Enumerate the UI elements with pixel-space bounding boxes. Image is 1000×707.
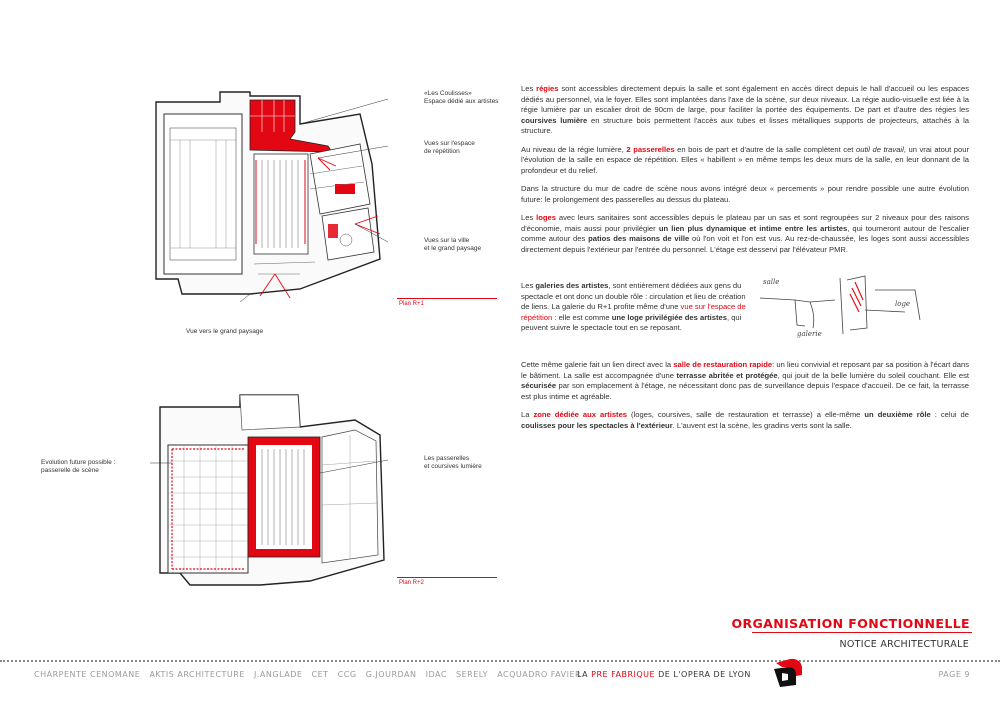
plan-r2-drawing bbox=[150, 385, 390, 600]
callout-ville bbox=[424, 237, 481, 253]
paragraph-restauration: Cette même galerie fait un lien direct avec la salle de restauration rapide: un lieu convivial et reposant par sa position à l'écart dans le bâtiment. La salle est accompagnée d'une terrasse abritée et protégée, qui jouit de la belle lumière du soleil couchant. Elle est sécurisée par son emplacement à l'étage, ne nécessitant donc pas de surveillance depuis l'espace d'accueil. De ce fait, la terrasse est plus intime et agréable. bbox=[521, 360, 969, 401]
callout-passerelles-line1: Les passerelles bbox=[424, 455, 470, 462]
callout-paysage bbox=[186, 328, 263, 336]
plan-r1-drawing bbox=[150, 84, 390, 304]
footer-project: LA PRE FABRIQUE DE L'OPERA DE LYON bbox=[577, 670, 751, 679]
callout-repetition-line1: Vues sur l'espace bbox=[424, 140, 475, 147]
callout-paysage-line: Vue vers le grand paysage bbox=[186, 328, 264, 335]
callout-ville-line1: Vues sur la ville bbox=[424, 237, 470, 244]
callout-evolution bbox=[41, 459, 115, 475]
paragraph-zone-artistes: La zone dédiée aux artistes (loges, coursives, salle de restauration et terrasse) a elle-même un deuxième rôle : celui de coulisses pour les spectacles à l'extérieur. L'auvent est la scène, les gradins verts sont la salle. bbox=[521, 410, 969, 430]
page-number: PAGE 9 bbox=[938, 670, 970, 679]
footer-partners: CHARPENTE CENOMANE AKTIS ARCHITECTURE J.ANGLADE CET CCG G.JOURDAN IDAC SERELY ACQUADRO FAVIER bbox=[34, 670, 582, 679]
text-column-bottom bbox=[521, 360, 969, 439]
logo bbox=[770, 653, 814, 694]
sketch-label-loge: loge bbox=[895, 300, 911, 308]
callout-coulisses bbox=[424, 90, 498, 106]
callout-evolution-line2: passerelle de scène bbox=[41, 467, 99, 474]
section-title: ORGANISATION FONCTIONNELLE bbox=[731, 616, 970, 631]
plan-r2 bbox=[150, 385, 390, 600]
callout-coulisses-line1: «Les Coulisses» bbox=[424, 90, 472, 97]
section-sketch bbox=[755, 270, 925, 345]
paragraph-loges: Les loges avec leurs sanitaires sont accessibles depuis le plateau par un sas et sont regroupées sur 2 niveaux pour des raisons d'économie, mais aussi pour privilégier un lien plus dynamique et intime entre les artistes, qui tourneront autour de l'escalier comme autour des patios des maisons de ville où l'on voit et l'on est vus. Au rez-de-chaussée, les loges sont aussi accessibles directement depuis l'extérieur par l'entrée du personnel. L'étage est desservi par l'élévateur PMR. bbox=[521, 213, 970, 254]
callout-repetition-line2: de répétition bbox=[424, 148, 460, 155]
section-subtitle: NOTICE ARCHITECTURALE bbox=[839, 639, 969, 650]
logo-mark bbox=[770, 653, 814, 689]
title-divider bbox=[752, 632, 972, 633]
text-column-top bbox=[521, 84, 969, 263]
callout-passerelles-line2: et coursives lumière bbox=[424, 463, 482, 470]
paragraph-passerelles: Au niveau de la régie lumière, 2 passerelles en bois de part et d'autre de la salle complètent cet outil de travail, un vrai atout pour l'évolution de la salle en espace de répétition. Elles « habillent » en même temps les deux murs de la salle, en leur donnant de la profondeur et du relief. bbox=[521, 144, 969, 175]
callout-ville-line2: et le grand paysage bbox=[424, 245, 482, 252]
sketch-label-galerie: galerie bbox=[797, 330, 822, 338]
callout-repetition bbox=[424, 140, 475, 156]
footer-divider bbox=[0, 660, 1000, 662]
plan-r1-label: Plan R+1 bbox=[397, 298, 497, 310]
sketch-drawing bbox=[755, 270, 925, 340]
callout-passerelles bbox=[424, 455, 482, 471]
sketch-label-salle: salle bbox=[763, 278, 780, 286]
plan-r1 bbox=[150, 84, 390, 304]
paragraph-percements: Dans la structure du mur de cadre de scène nous avons intégré deux « percements » pour rendre possible une autre évolution future: le prolongement des passerelles au dessus du plateau. bbox=[521, 184, 969, 204]
paragraph-regies: Les régies sont accessibles directement depuis la salle et sont également en accès direct depuis le hall d'accueil ou les espaces dédiés au personnel, via le foyer. Elles sont implantées dans l'axe de la scène, sur deux niveaux. La régie audio-visuelle est liée à la régie lumière par un escalier droit de 90cm de large, pour faciliter la portée des équipements. De part et d'autre des régies les coursives lumière en structure bois permettent l'accès aux tubes et lisses métalliques supports de projecteurs, attachés à la structure. bbox=[521, 84, 969, 135]
paragraph-galeries: Les galeries des artistes, sont entièrement dédiées aux gens du spectacle et ont donc un double rôle : circulation et lieu de création de liens. La galerie du R+1 profite même d'une vue sur l'espace de répétition : elle est comme une loge privilégiée des artistes, qui peuvent suivre le spectacle tout en se reposant. bbox=[521, 281, 746, 332]
callout-coulisses-line2: Espace dédié aux artistes bbox=[424, 98, 499, 105]
callout-evolution-line1: Evolution future possible : bbox=[41, 459, 116, 466]
plan-r2-label: Plan R+2 bbox=[397, 577, 497, 589]
